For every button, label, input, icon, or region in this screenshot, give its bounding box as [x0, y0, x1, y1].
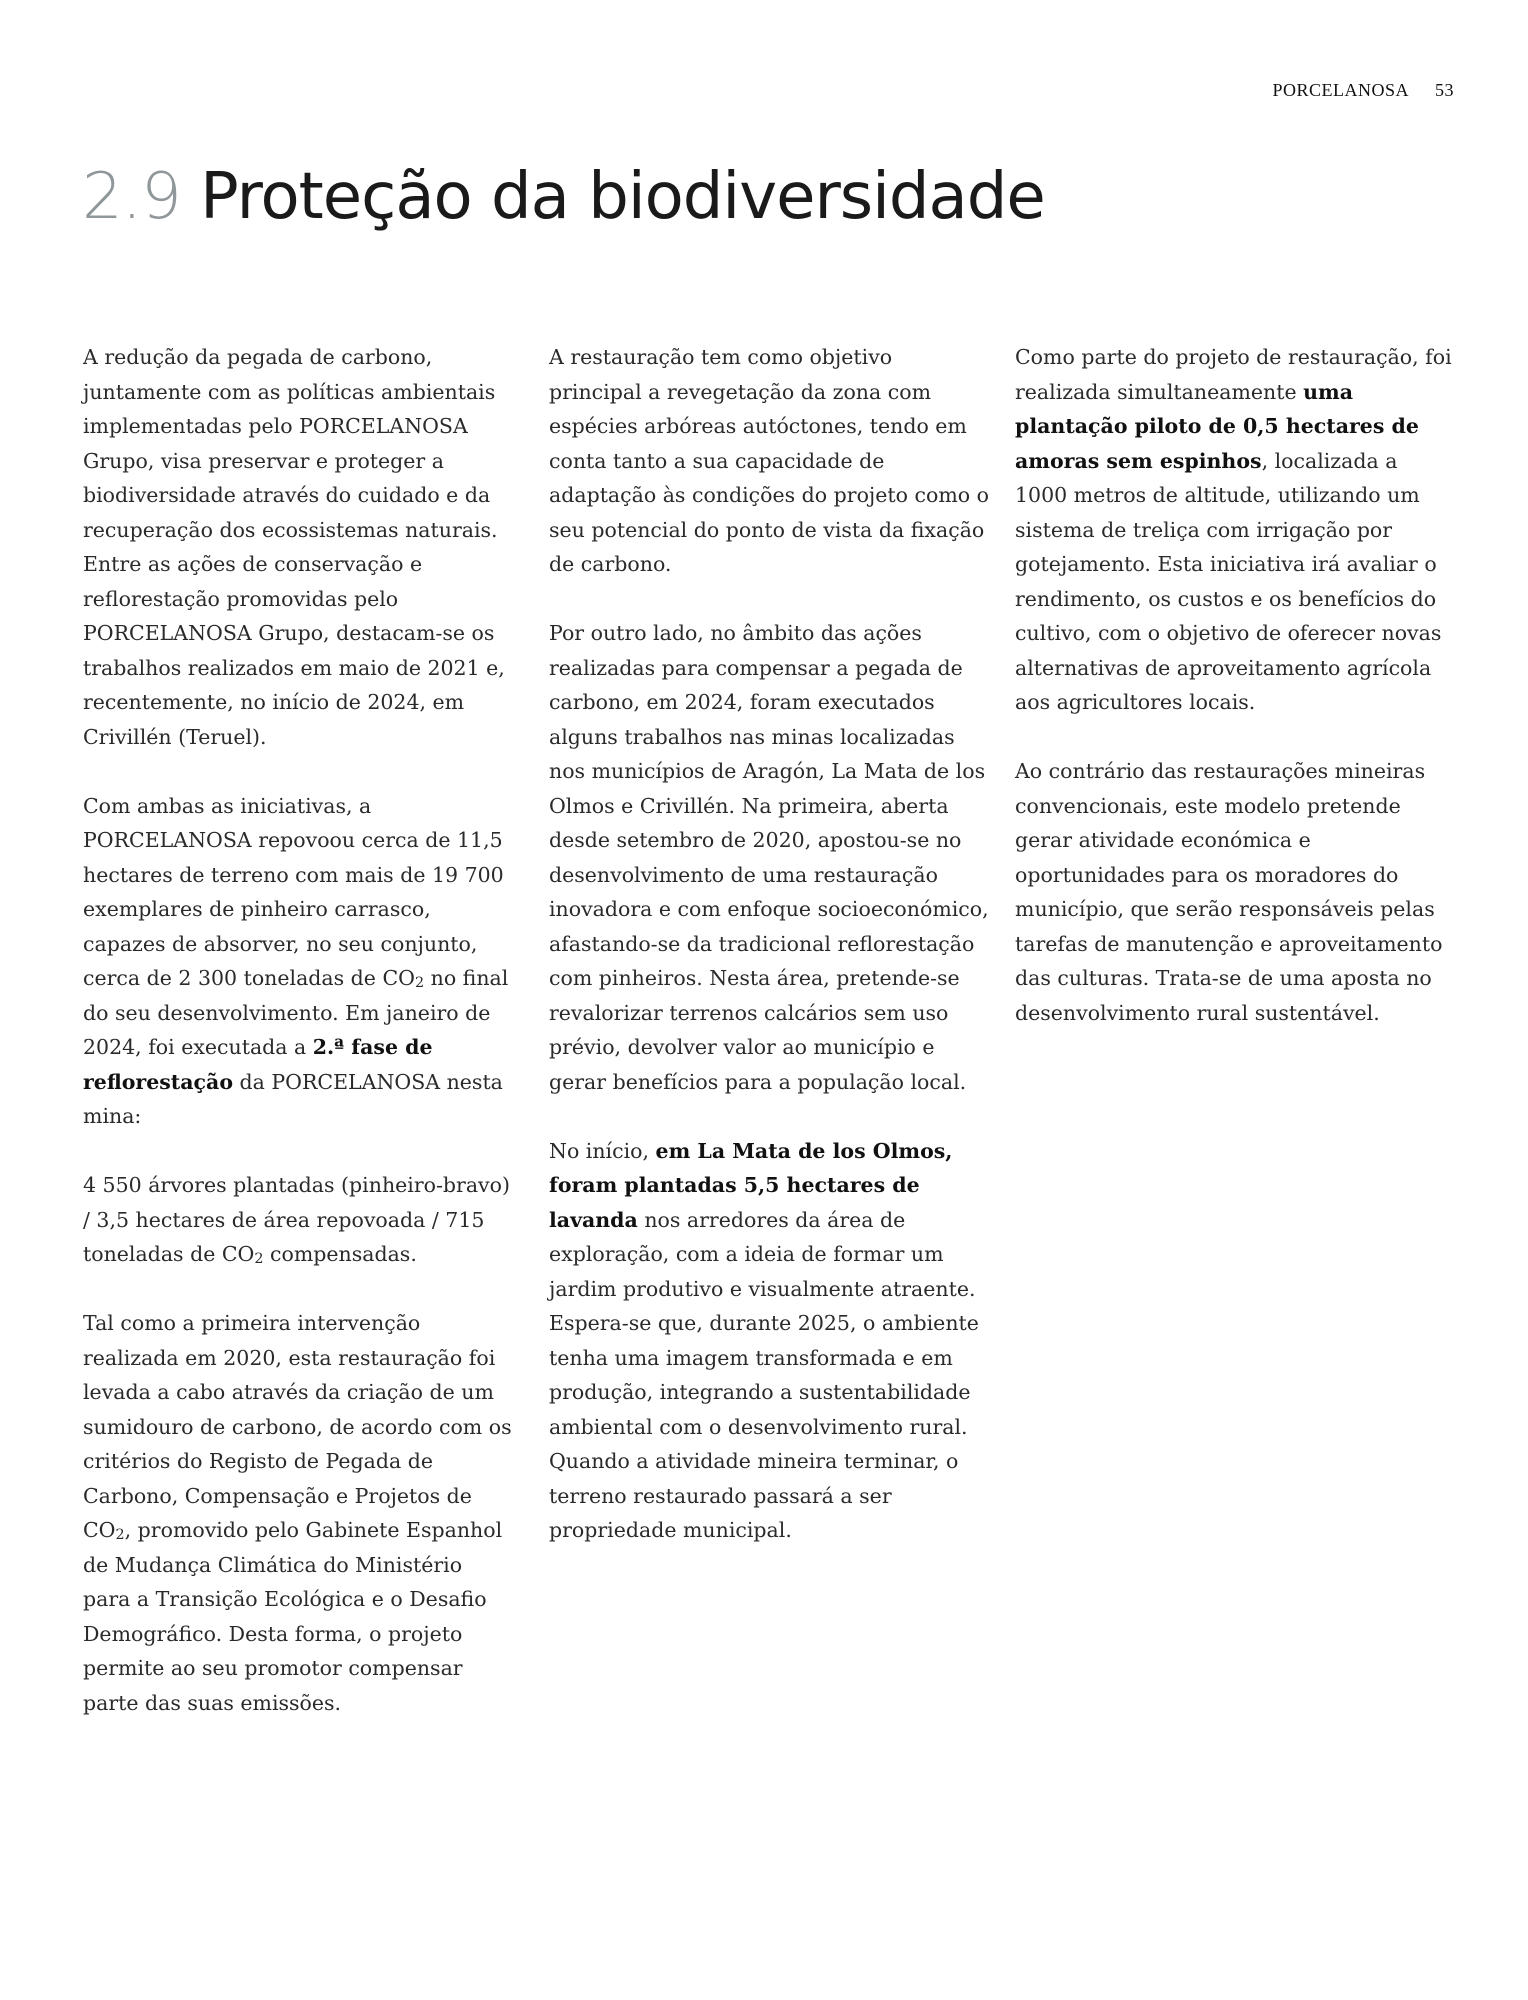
paragraph: Tal como a primeira intervenção realizada em 2020, esta restauração foi levada a cabo através da criação de um sumidouro de carbono, de acordo com os critérios do Registo de Pegada de Carbono, Compensação e Projetos de $CO_2$, promovido pelo Gabinete Espanhol de Mudança Climática do Ministério para a Transição Ecológica e o Desafio Demográfico. Desta forma, o projeto permite ao seu promotor compensar parte das suas emissões. — [83, 1311, 512, 1715]
paragraph: Por outro lado, no âmbito das ações realizadas para compensar a pegada de carbono, em 2024, foram executados alguns trabalhos nas minas localizadas nos municípios de Aragón, La Mata de los Olmos e Crivillén. Na primeira, aberta desde setembro de 2020, apostou-se no desenvolvimento de uma restauração inovadora e com enfoque socioeconómico, afastando-se da tradicional reflorestação com pinheiros. Nesta área, pretende-se revalorizar terrenos calcários sem uso prévio, devolver valor ao município e gerar benefícios para a população local. — [549, 621, 989, 1094]
paragraph: Ao contrário das restaurações mineiras convencionais, este modelo pretende gerar atividade económica e oportunidades para os moradores do município, que serão responsáveis pelas tarefas de manutenção e aproveitamento das culturas. Trata-se de uma aposta no desenvolvimento rural sustentável. — [1015, 759, 1443, 1025]
paragraph: No início, em La Mata de los Olmos, foram plantadas 5,5 hectares de lavanda nos arredores da área de exploração, com a ideia de formar um jardim produtivo e visualmente atraente. Espera-se que, durante 2025, o ambiente tenha uma imagem transformada e em produção, integrando a sustentabilidade ambiental com o desenvolvimento rural. Quando a atividade mineira terminar, o terreno restaurado passará a ser propriedade municipal. — [549, 1138, 979, 1542]
paragraph: A redução da pegada de carbono, juntamente com as políticas ambientais implementadas pelo PORCELANOSA Grupo, visa preservar e proteger a biodiversidade através do cuidado e da recuperação dos ecossistemas naturais. Entre as ações de conservação e reflorestação promovidas pelo PORCELANOSA Grupo, destacam-se os trabalhos realizados em maio de 2021 e, recentemente, no início de 2024, em Crivillén (Teruel). — [83, 345, 505, 749]
section-number: 2.9 — [82, 160, 181, 234]
section-title-text: Proteção da biodiversidade — [200, 160, 1045, 234]
paragraph: 4 550 árvores plantadas (pinheiro-bravo) / 3,5 hectares de área repovoada / 715 toneladas de $CO_2$ compensadas. — [83, 1173, 510, 1268]
page-header — [1272, 80, 1454, 101]
section-title — [82, 160, 1045, 234]
brand-name: PORCELANOSA — [1272, 80, 1408, 100]
page-number: 53 — [1435, 80, 1454, 100]
bold-highlight: uma plantação piloto de 0,5 hectares de amoras sem espinhos — [1015, 379, 1419, 473]
text-column-2 — [549, 340, 989, 1582]
paragraph: Com ambas as iniciativas, a PORCELANOSA repovoou cerca de 11,5 hectares de terreno com mais de 19 700 exemplares de pinheiro carrasco, capazes de absorver, no seu conjunto, cerca de 2 300 toneladas de $CO_2$ no final do seu desenvolvimento. Em janeiro de 2024, foi executada a 2.ª fase de reflorestação da PORCELANOSA nesta mina: — [83, 793, 509, 1128]
text-column-1 — [83, 340, 513, 1755]
bold-highlight: 2.ª fase de reflorestação — [83, 1035, 433, 1094]
paragraph: Como parte do projeto de restauração, foi realizada simultaneamente uma plantação piloto de 0,5 hectares de amoras sem espinhos, localizada a 1000 metros de altitude, utilizando um sistema de treliça com irrigação por gotejamento. Esta iniciativa irá avaliar o rendimento, os custos e os benefícios do cultivo, com o objetivo de oferecer novas alternativas de aproveitamento agrícola aos agricultores locais. — [1015, 345, 1452, 714]
paragraph: A restauração tem como objetivo principal a revegetação da zona com espécies arbóreas autóctones, tendo em conta tanto a sua capacidade de adaptação às condições do projeto como o seu potencial do ponto de vista da fixação de carbono. — [549, 345, 989, 576]
bold-highlight: em La Mata de los Olmos, foram plantadas 5,5 hectares de lavanda — [549, 1138, 953, 1232]
text-column-3 — [1015, 340, 1455, 1065]
